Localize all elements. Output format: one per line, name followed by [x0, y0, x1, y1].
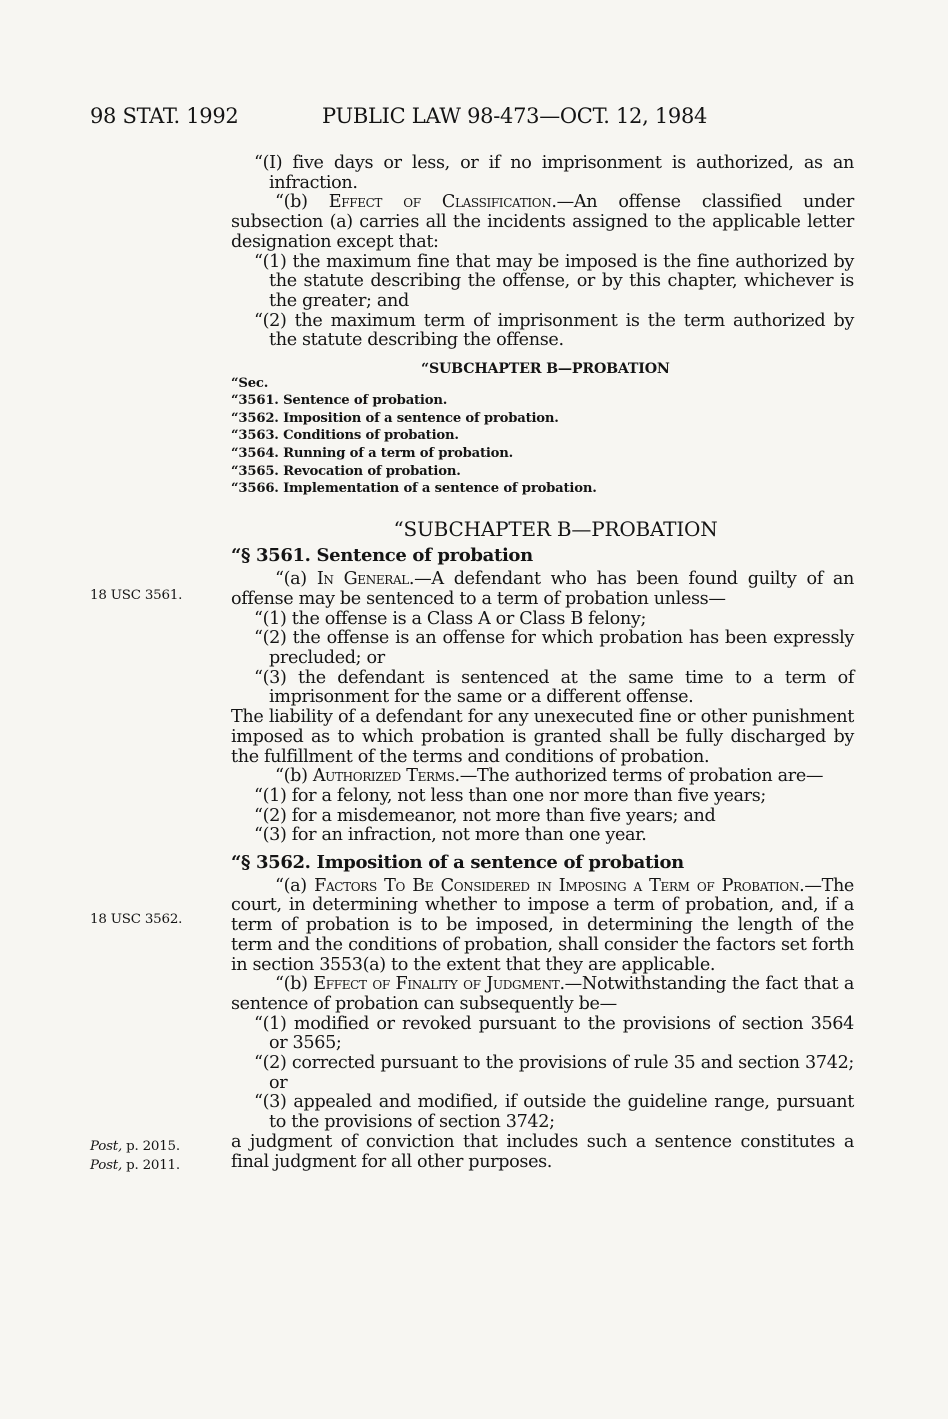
margin-note-post-2011	[90, 1158, 180, 1173]
statute-page-number: 98 STAT. 1992	[90, 104, 239, 128]
paragraph-3561-a2: “(2) the offense is an offense for which probation has been expressly precluded; or	[254, 628, 854, 668]
post-label: Post,	[90, 1158, 123, 1173]
toc-sec-label: “Sec.	[231, 375, 269, 391]
table-of-contents	[231, 361, 854, 498]
page-header	[0, 104, 948, 136]
paragraph-3562-b1: “(1) modified or revoked pursuant to the provisions of section 3564 or 3565;	[254, 1013, 854, 1054]
margin-note-post-2015	[90, 1139, 180, 1154]
margin-note-usc-3561: 18 USC 3561.	[90, 588, 183, 603]
paragraph-infraction: “(I) five days or less, or if no imprisonment is authorized, as an infraction.	[254, 153, 854, 193]
heading-finality: Effect of Finality of Judgment	[313, 974, 560, 995]
paragraph-max-term: “(2) the maximum term of imprisonment is the term authorized by the statute describing the offense.	[254, 310, 854, 351]
paragraph-effect-of-classification: “(b) Effect of Classification.—An offense classified under subsection (a) carries all the incidents assigned to the applicable letter designation except that:	[231, 192, 854, 252]
post-page: p. 2015.	[122, 1139, 180, 1154]
paragraph-closing: a judgment of conviction that includes such a sentence constitutes a final judgment for all other purposes.	[231, 1131, 854, 1172]
paragraph-3561-a1: “(1) the offense is a Class A or Class B felony;	[254, 608, 647, 629]
toc-item: “3566. Implementation of a sentence of probation.	[231, 481, 597, 497]
paragraph-in-general: “(a) In General.—A defendant who has been found guilty of an offense may be sentenced to a term of probation unless—	[231, 569, 855, 609]
toc-item: “3565. Revocation of probation.	[231, 463, 461, 479]
margin-note-usc-3562: 18 USC 3562.	[90, 912, 183, 927]
toc-item: “3563. Conditions of probation.	[231, 428, 459, 444]
paragraph-3561-b1: “(1) for a felony, not less than one nor more than five years;	[254, 785, 766, 806]
toc-item: “3562. Imposition of a sentence of probation.	[231, 410, 559, 426]
paragraph-3561-b3: “(3) for an infraction, not more than one year.	[254, 825, 647, 846]
paragraph-finality: “(b) Effect of Finality of Judgment.—Notwithstanding the fact that a sentence of probation can subsequently be—	[231, 974, 855, 1014]
post-label: Post,	[90, 1139, 123, 1154]
paragraph-3562-b2: “(2) corrected pursuant to the provisions of rule 35 and section 3742; or	[254, 1053, 854, 1093]
subchapter-title: “SUBCHAPTER B—PROBATION	[393, 516, 718, 541]
paragraph-3561-b2: “(2) for a misdemeanor, not more than five years; and	[254, 805, 716, 826]
heading-factors: Factors To Be Considered in Imposing a Term of Probation	[314, 875, 800, 896]
post-page: p. 2011.	[122, 1158, 180, 1173]
toc-title: “SUBCHAPTER B—PROBATION	[421, 361, 670, 378]
paragraph-factors: “(a) Factors To Be Considered in Imposing a Term of Probation.—The court, in determining whether to impose a term of probation, and, if a term of probation is to be imposed, in determining the length of the term and the conditions of probation, shall consider the factors set forth in section 3553(a) to the extent that they are applicable.	[231, 875, 854, 975]
toc-item: “3561. Sentence of probation.	[231, 393, 448, 409]
heading-authorized-terms: Authorized Terms	[312, 766, 455, 787]
paragraph-max-fine: “(1) the maximum fine that may be imposed is the fine authorized by the statute describing the offense, or by this chapter, whichever is the greater; and	[254, 251, 854, 311]
paragraph-3561-a3: “(3) the defendant is sentenced at the same time to a term of imprisonment for the same or a different offense.	[254, 667, 854, 708]
heading-effect-of-classification: Effect of Classification	[328, 192, 552, 213]
document-body	[231, 154, 854, 1172]
heading-in-general: In General	[316, 569, 409, 590]
paragraph-authorized-terms: “(b) Authorized Terms.—The authorized terms of probation are—	[275, 766, 824, 787]
paragraph-liability: The liability of a defendant for any unexecuted fine or other punishment imposed as to which probation is granted shall be fully discharged by the fulfillment of the terms and conditions of probation.	[231, 707, 854, 767]
section-3562-heading: “§ 3562. Imposition of a sentence of probation	[231, 852, 684, 874]
paragraph-3562-b3: “(3) appealed and modified, if outside the guideline range, pursuant to the provisions of section 3742;	[254, 1092, 854, 1133]
toc-item: “3564. Running of a term of probation.	[231, 446, 514, 461]
section-3561-heading: “§ 3561. Sentence of probation	[231, 545, 533, 567]
public-law-title: PUBLIC LAW 98-473—OCT. 12, 1984	[322, 104, 708, 128]
